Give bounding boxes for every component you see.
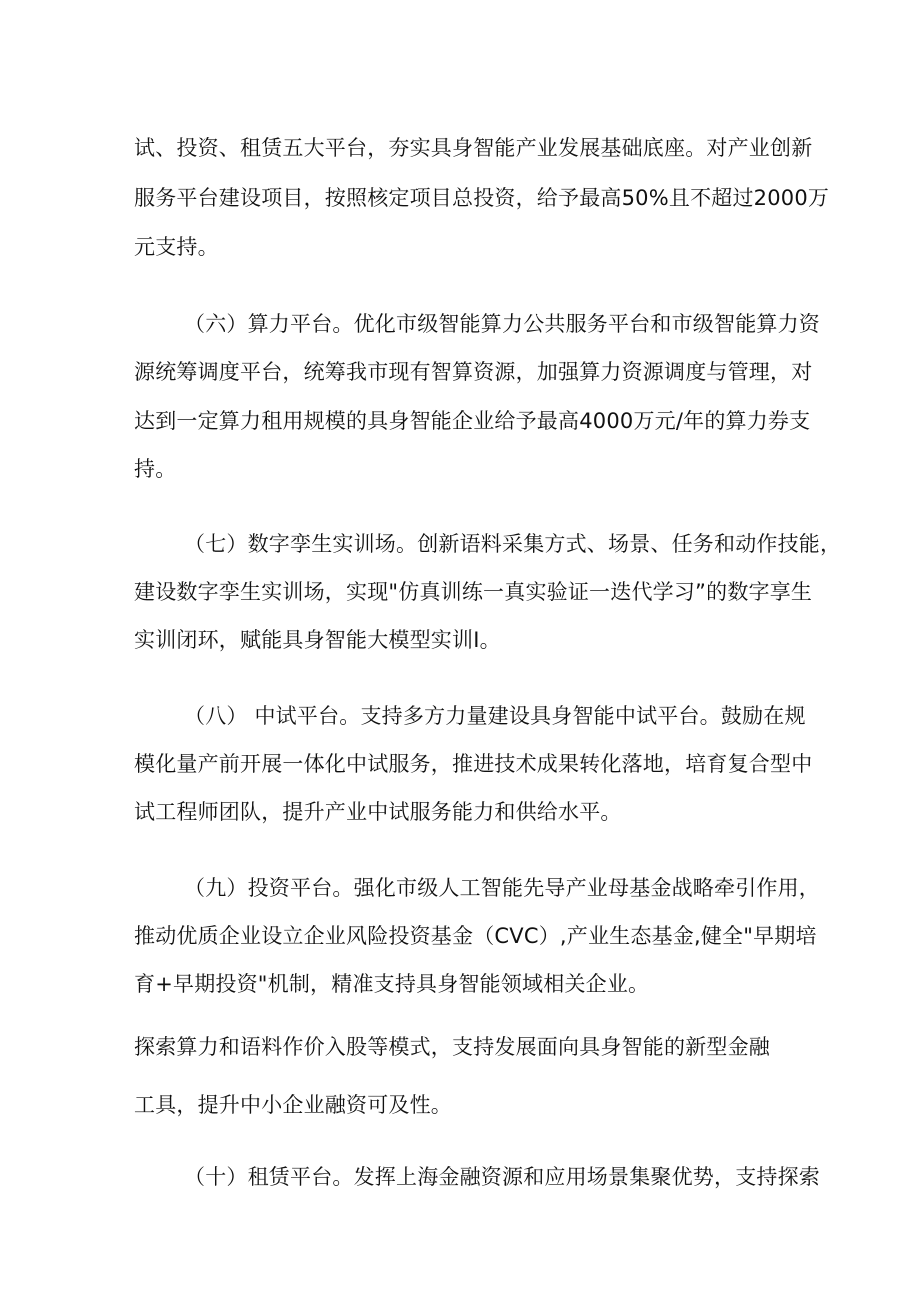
paragraph-line: 试工程师团队，提升产业中试服务能力和供给水平。 bbox=[134, 800, 622, 824]
paragraph-line: 模化量产前开展一体化中试服务，推进技术成果转化落地，培育复合型中 bbox=[134, 752, 813, 776]
paragraph-line: 育+早期投资"机制，精准支持具身智能领域相关企业。 bbox=[134, 972, 650, 996]
paragraph-line: 推动优质企业设立企业风险投资基金（CVC）,产业生态基金,健全"早期培 bbox=[134, 924, 817, 948]
paragraph-line: 元支持。 bbox=[134, 235, 219, 259]
paragraph-line: 试、投资、租赁五大平台，夯实具身智能产业发展基础底座。对产业创新 bbox=[134, 136, 813, 160]
paragraph-line: 探索算力和语料作价入股等模式，支持发展面向具身智能的新型金融 bbox=[134, 1035, 770, 1059]
paragraph-line: （十）租赁平台。发挥上海金融资源和应用场景集聚优势，支持探索 bbox=[184, 1165, 820, 1189]
paragraph-line: 工具，提升中小企业融资可及性。 bbox=[134, 1093, 452, 1117]
paragraph-line: 达到一定算力租用规模的具身智能企业给予最高4000万元/年的算力券支 bbox=[134, 409, 811, 433]
paragraph-line: 源统筹调度平台，统筹我市现有智算资源，加强算力资源调度与管理，对 bbox=[134, 360, 813, 384]
paragraph-line: 服务平台建设项目，按照核定项目总投资，给予最高50%且不超过2000万 bbox=[134, 186, 830, 210]
paragraph-line: 实训闭环，赋能具身智能大模型实训I。 bbox=[134, 628, 501, 652]
paragraph-line: （九）投资平台。强化市级人工智能先导产业母基金战略牵引作用， bbox=[184, 876, 820, 900]
paragraph-line: 持。 bbox=[134, 457, 177, 481]
paragraph-line: （六）算力平台。优化市级智能算力公共服务平台和市级智能算力资 bbox=[184, 312, 820, 336]
paragraph-line: （七）数字孪生实训场。创新语料采集方式、场景、任务和动作技能， bbox=[184, 532, 842, 556]
paragraph-line: （八） 中试平台。支持多方力量建设具身智能中试平台。鼓励在规 bbox=[184, 704, 806, 728]
paragraph-line: 建设数字孪生实训场，实现"仿真训练一真实验证一迭代学习”的数字享生 bbox=[134, 580, 813, 604]
